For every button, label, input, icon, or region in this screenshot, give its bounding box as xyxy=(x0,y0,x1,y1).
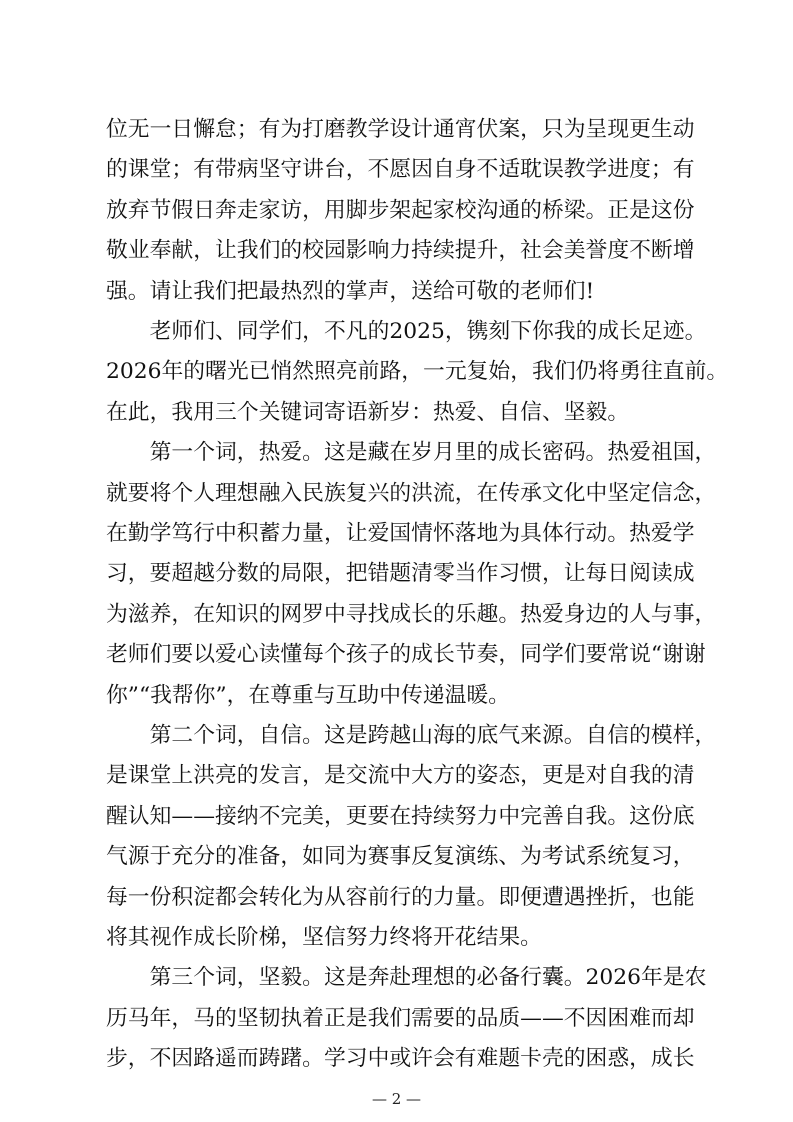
text-line: 强。请让我们把最热烈的掌声，送给可敬的老师们! xyxy=(106,278,595,304)
text-line: 是课堂上洪亮的发言，是交流中大方的姿态，更是对自我的清 xyxy=(106,763,695,789)
text-line: 醒认知——接纳不完美，更要在持续努力中完善自我。这份底 xyxy=(106,803,695,829)
text-line: 历马年，马的坚韧执着正是我们需要的品质——不因困难而却 xyxy=(106,1005,695,1031)
text-line: 将其视作成长阶梯，坚信努力终将开花结果。 xyxy=(106,925,542,950)
text-line: 第一个词，热爱。这是藏在岁月里的成长密码。热爱祖国， xyxy=(106,440,717,466)
text-line: 步，不因路遥而踌躇。学习中或许会有难题卡壳的困惑，成长 xyxy=(106,1046,695,1072)
text-line: 的课堂；有带病坚守讲台，不愿因自身不适耽误教学进度；有 xyxy=(106,157,695,183)
text-line: 你”“我帮你”，在尊重与互助中传递温暖。 xyxy=(106,682,510,708)
text-line: 2026年的曙光已悄然照亮前路，一元复始，我们仍将勇往直前。 xyxy=(106,359,729,385)
text-line: 老师们、同学们，不凡的2025，镌刻下你我的成长足迹。 xyxy=(106,319,707,344)
text-line: 位无一日懈怠；有为打磨教学设计通宵伏案，只为呈现更生动 xyxy=(106,117,695,142)
text-line: 每一份积淀都会转化为从容前行的力量。即便遭遇挫折，也能 xyxy=(106,884,695,910)
text-line: 习，要超越分数的局限，把错题清零当作习惯，让每日阅读成 xyxy=(106,561,695,587)
text-line: 放弃节假日奔走家访，用脚步架起家校沟通的桥梁。正是这份 xyxy=(106,197,695,223)
text-line: 为滋养，在知识的网罗中寻找成长的乐趣。热爱身边的人与事， xyxy=(106,601,717,627)
text-line: 第二个词，自信。这是跨越山海的底气来源。自信的模样， xyxy=(106,723,717,748)
text-line: 敬业奉献，让我们的校园影响力持续提升，社会美誉度不断增 xyxy=(106,238,695,264)
text-line: 老师们要以爱心读懂每个孩子的成长节奏，同学们要常说“谢谢 xyxy=(106,642,706,668)
text-line: 就要将个人理想融入民族复兴的洪流，在传承文化中坚定信念， xyxy=(106,480,717,506)
text-line: 气源于充分的准备，如同为赛事反复演练、为考试系统复习， xyxy=(106,844,695,870)
text-line: 在此，我用三个关键词寄语新岁：热爱、自信、坚毅。 xyxy=(106,399,630,425)
text-line: 第三个词，坚毅。这是奔赴理想的必备行囊。2026年是农 xyxy=(106,965,707,991)
text-line: 在勤学笃行中积蓄力量，让爱国情怀落地为具体行动。热爱学 xyxy=(106,521,695,546)
page-number: — 2 — xyxy=(371,1090,422,1108)
